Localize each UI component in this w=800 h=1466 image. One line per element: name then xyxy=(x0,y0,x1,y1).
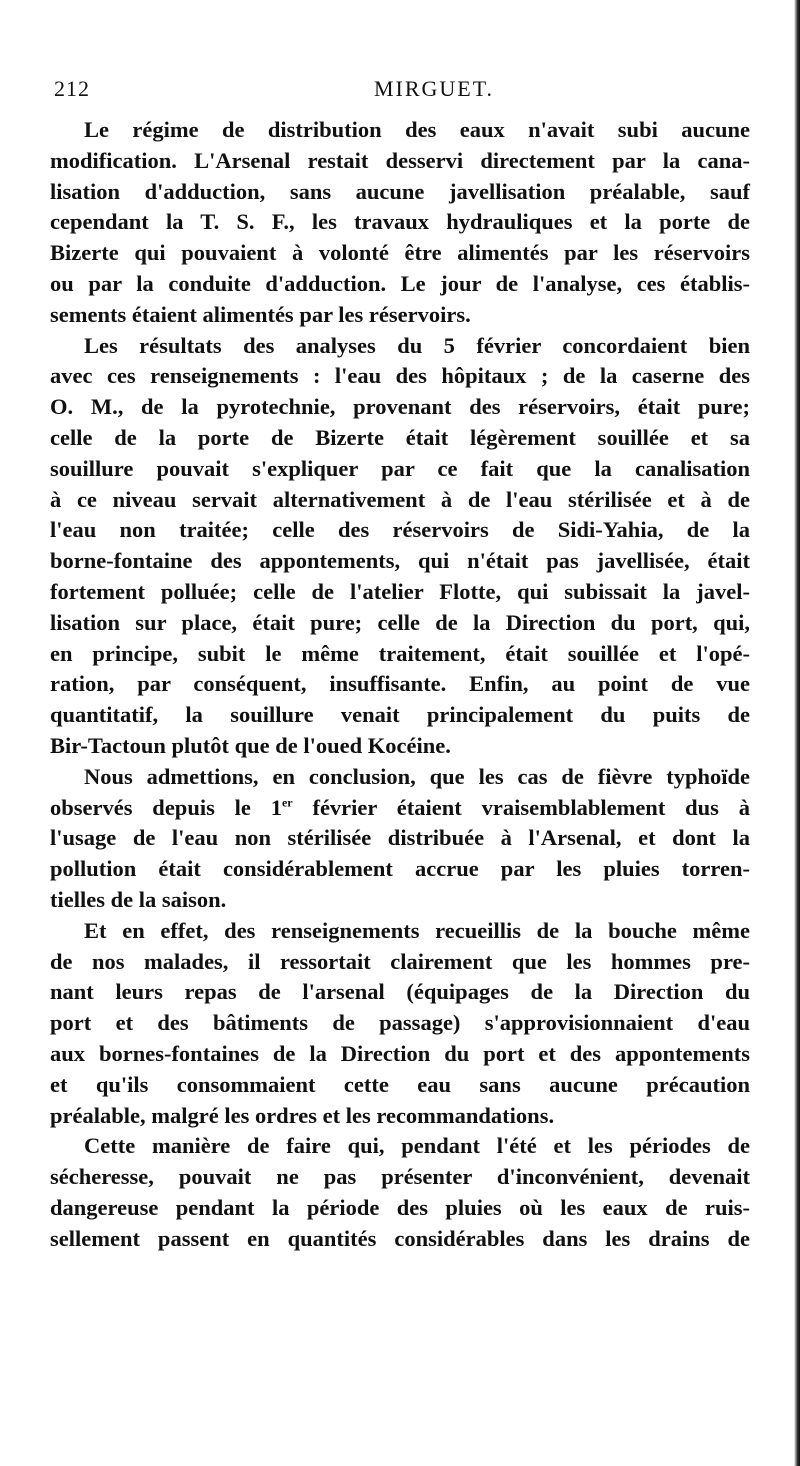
text-line: lisation sur place, était pure; celle de la Direction du port, qui, xyxy=(50,609,750,635)
text-segment: février étaient vraisemblablement dus à xyxy=(292,794,750,820)
text-line: Les résultats des analyses du 5 février concordaient bien xyxy=(84,332,750,358)
paragraph-3 xyxy=(50,762,750,916)
paragraph-1 xyxy=(50,115,750,331)
paragraph-4 xyxy=(50,916,750,1132)
text-line: préalable, malgré les ordres et les recommandations. xyxy=(50,1102,555,1128)
text-line: ou par la conduite d'adduction. Le jour de l'analyse, ces établis- xyxy=(50,270,750,296)
text-line: ration, par conséquent, insuffisante. Enfin, au point de vue xyxy=(50,671,750,697)
body-text xyxy=(50,115,750,1254)
page-edge-shadow xyxy=(794,0,800,1466)
text-line: Bizerte qui pouvaient à volonté être alimentés par les réservoirs xyxy=(50,240,750,266)
text-line: port et des bâtiments de passage) s'approvisionnaient d'eau xyxy=(50,1010,750,1036)
text-line: Nous admettions, en conclusion, que les cas de fièvre typhoïde xyxy=(84,763,750,789)
text-line: sements étaient alimentés par les réservoirs. xyxy=(50,301,471,327)
text-line: et qu'ils consommaient cette eau sans aucune précaution xyxy=(50,1071,750,1097)
text-line: sécheresse, pouvait ne pas présenter d'inconvénient, devenait xyxy=(50,1164,750,1190)
text-line: borne-fontaine des appontements, qui n'était pas javellisée, était xyxy=(50,548,750,574)
text-line-with-superscript xyxy=(50,793,750,824)
text-line: dangereuse pendant la période des pluies où les eaux de ruis- xyxy=(50,1194,750,1220)
text-line: tielles de la saison. xyxy=(50,886,227,912)
text-line: Cette manière de faire qui, pendant l'été et les périodes de xyxy=(84,1133,750,1159)
text-line: avec ces renseignements : l'eau des hôpitaux ; de la caserne des xyxy=(50,363,750,389)
text-line: à ce niveau servait alternativement à de l'eau stérilisée et à de xyxy=(50,486,750,512)
text-line: l'usage de l'eau non stérilisée distribuée à l'Arsenal, et dont la xyxy=(50,825,750,851)
text-line: pollution était considérablement accrue par les pluies torren- xyxy=(50,856,750,882)
text-line: celle de la porte de Bizerte était légèrement souillée et sa xyxy=(50,424,750,450)
paragraph-5 xyxy=(50,1131,750,1254)
text-line: de nos malades, il ressortait clairement que les hommes pre- xyxy=(50,948,750,974)
text-line: lisation d'adduction, sans aucune javellisation préalable, sauf xyxy=(50,178,750,204)
ordinal-superscript: er xyxy=(281,795,293,810)
text-line: Bir-Tactoun plutôt que de l'oued Kocéine. xyxy=(50,732,451,758)
text-line: aux bornes-fontaines de la Direction du port et des appontements xyxy=(50,1040,750,1066)
text-line: fortement polluée; celle de l'atelier Flotte, qui subissait la javel- xyxy=(50,578,750,604)
text-line: O. M., de la pyrotechnie, provenant des réservoirs, était pure; xyxy=(50,394,750,420)
text-line: Le régime de distribution des eaux n'avait subi aucune xyxy=(84,117,750,142)
page-number: 212 xyxy=(54,76,90,101)
text-line: sellement passent en quantités considérables dans les drains de xyxy=(50,1225,750,1251)
running-head xyxy=(54,76,754,106)
text-line: l'eau non traitée; celle des réservoirs de Sidi-Yahia, de la xyxy=(50,517,750,543)
text-line: souillure pouvait s'expliquer par ce fait que la canalisation xyxy=(50,455,750,481)
text-segment: observés depuis le 1 xyxy=(50,794,282,820)
text-line: cependant la T. S. F., les travaux hydrauliques et la porte de xyxy=(50,209,750,235)
text-line: Et en effet, des renseignements recueillis de la bouche même xyxy=(84,917,750,943)
running-title: MIRGUET. xyxy=(373,76,495,101)
text-line: en principe, subit le même traitement, était souillée et l'opé- xyxy=(50,640,750,666)
text-line: nant leurs repas de l'arsenal (équipages de la Direction du xyxy=(50,979,750,1005)
paragraph-2 xyxy=(50,331,750,762)
text-line: modification. L'Arsenal restait desservi directement par la cana- xyxy=(50,147,750,173)
text-line: quantitatif, la souillure venait principalement du puits de xyxy=(50,702,750,728)
